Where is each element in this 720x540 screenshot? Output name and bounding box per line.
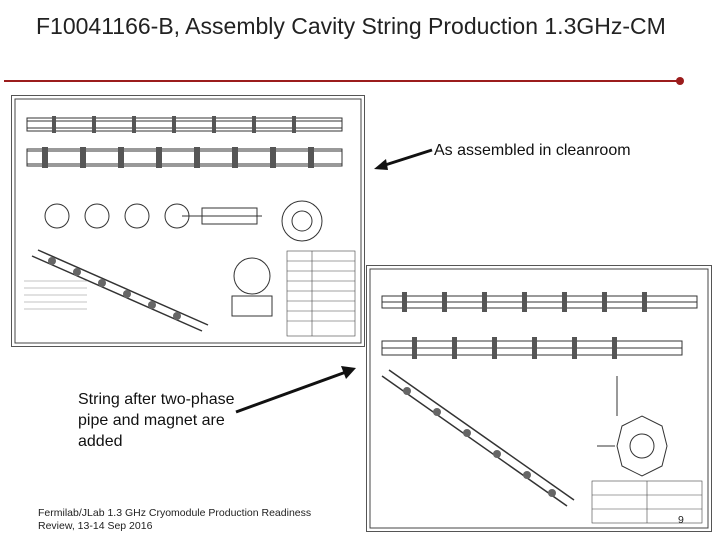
arrow-left-icon [372, 146, 434, 172]
arrow-right-icon [234, 362, 360, 416]
page-number: 9 [678, 514, 684, 526]
cleanroom-caption: As assembled in cleanroom [434, 142, 631, 159]
cleanroom-assembly-drawing [11, 95, 365, 347]
drawing-sheet-2 [367, 266, 711, 531]
drawing-sheet-1 [12, 96, 364, 346]
string-added-caption: String after two-phase pipe and magnet are added [78, 391, 235, 450]
string-with-two-phase-pipe-drawing [366, 265, 712, 532]
footer-text: Fermilab/JLab 1.3 GHz Cryomodule Production Readiness Review, 13-14 Sep 2016 [38, 507, 312, 532]
title-divider [4, 80, 680, 82]
title-divider-dot [676, 77, 684, 85]
slide-title: F10041166-B, Assembly Cavity String Production 1.3GHz-CM [36, 13, 666, 39]
